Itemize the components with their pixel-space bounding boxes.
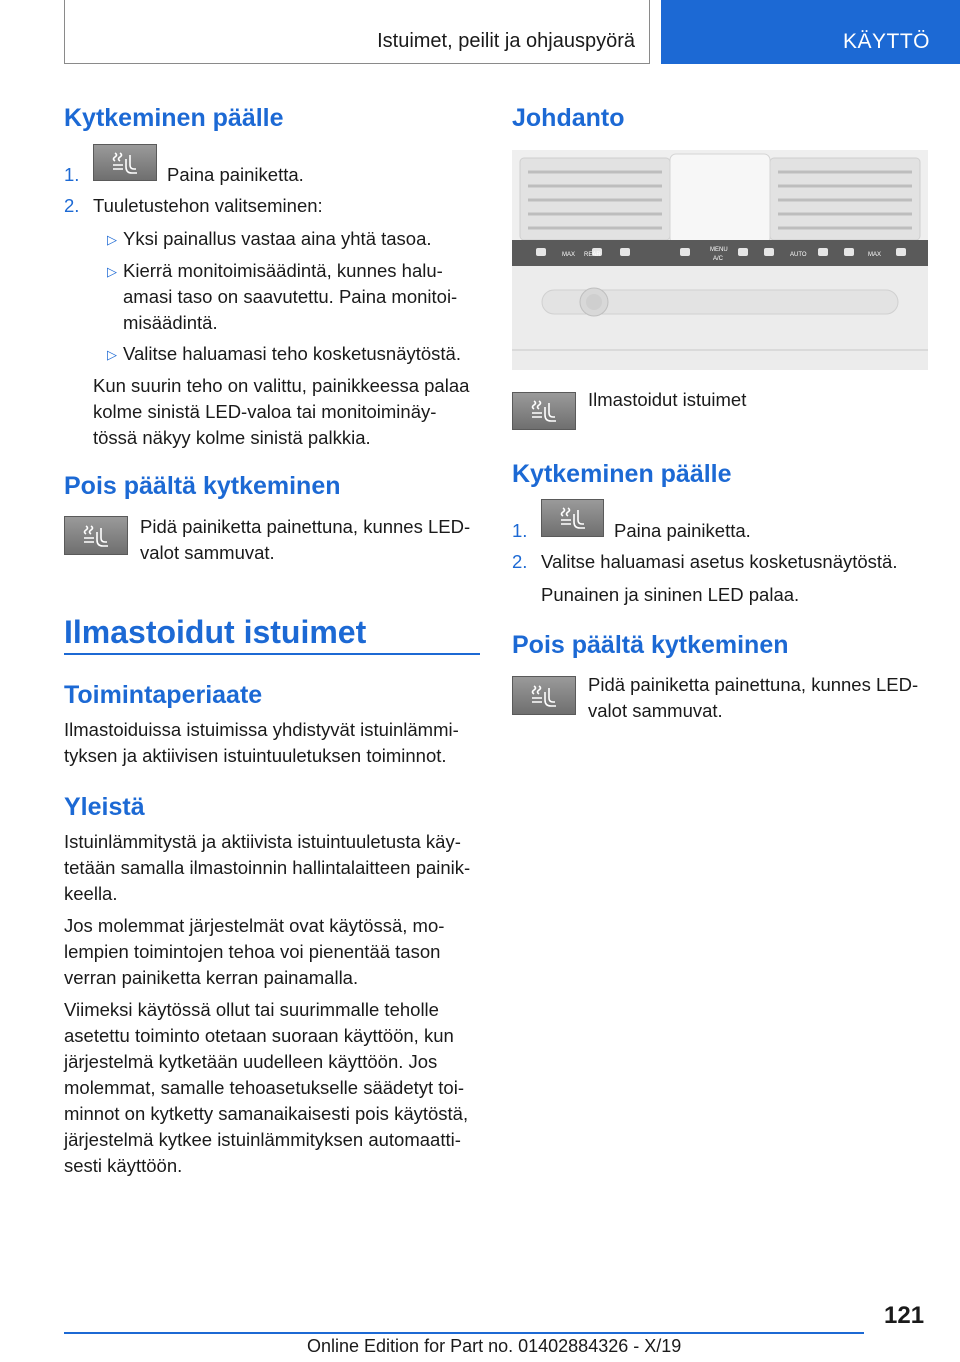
seat-ventilation-icon <box>512 676 576 715</box>
switch-off-line-2: valot sammuvat. <box>588 700 723 721</box>
bullet-3-line-1: Valitse haluamasi teho kosketusnäytöstä. <box>123 343 461 364</box>
general-p1-line-1: Istuinlämmitystä ja aktiivista istuintuuletusta käy‐ <box>64 831 461 852</box>
triangle-right-icon: ▷ <box>107 264 117 279</box>
photo-label: MAX <box>562 252 576 258</box>
general-p3-line-2: asetettu toiminto otetaan suoraan käyttöön, kun <box>64 1025 454 1046</box>
bullet-2-line-3: misäädintä. <box>123 312 218 333</box>
heading-switch-on: Kytkeminen päälle <box>64 104 284 132</box>
footer-edition: Online Edition for Part no. 01402884326 - X/19 <box>307 1336 682 1356</box>
heading-introduction: Johdanto <box>512 104 625 132</box>
general-p2-line-1: Jos molemmat järjestelmät ovat käytössä, mo‐ <box>64 915 445 936</box>
general-p3-line-1: Viimeksi käytössä ollut tai suurimmalle teholle <box>64 999 439 1020</box>
step-1-number: 1. <box>512 520 528 541</box>
page-number: 121 <box>884 1302 925 1329</box>
heading-ventilated-seats: Ilmastoidut istuimet <box>64 614 367 650</box>
switch-off-line-1: Pidä painiketta painettuna, kunnes LED- <box>140 516 471 537</box>
photo-label: MENU <box>710 247 728 253</box>
step-1-text: Paina painiketta. <box>167 164 304 185</box>
seat-ventilation-icon <box>93 144 157 181</box>
step-2-note: Punainen ja sininen LED palaa. <box>541 584 800 605</box>
climate-control-photo <box>512 150 928 370</box>
header-chapter-label: KÄYTTÖ <box>842 30 930 53</box>
triangle-right-icon: ▷ <box>107 347 117 362</box>
step-2-note-line-2: kolme sinistä LED-valoa tai monitoiminäy‐ <box>93 401 437 422</box>
triangle-right-icon: ▷ <box>107 232 117 247</box>
photo-label: REAR <box>584 252 601 258</box>
general-p2-line-3: verran painiketta kerran painamalla. <box>64 967 359 988</box>
general-p3-line-3: järjestelmä kytketään uudelleen käyttöön. Jos <box>64 1051 438 1072</box>
step-2-text: Tuuletustehon valitseminen: <box>93 195 323 216</box>
general-p3-line-6: järjestelmä kytkee istuinlämmityksen automaatti‐ <box>64 1129 461 1150</box>
switch-off-line-1: Pidä painiketta painettuna, kunnes LED- <box>588 674 919 695</box>
general-p3-line-7: sesti käyttöön. <box>64 1155 183 1176</box>
principle-line-2: tyksen ja aktiivisen istuintuuletuksen toiminnot. <box>64 745 447 766</box>
step-2-number: 2. <box>512 551 528 572</box>
general-p3-line-4: molemmat, samalle tehoasetukselle säädetyt toi‐ <box>64 1077 464 1098</box>
step-1-number: 1. <box>64 164 80 185</box>
principle-line-1: Ilmastoiduissa istuimissa yhdistyvät istuinlämmi‐ <box>64 719 459 740</box>
bullet-2-line-2: amasi taso on saavutettu. Paina monitoi‐ <box>123 286 458 307</box>
photo-label: AUTO <box>790 252 807 258</box>
general-p3-line-5: minnot on kytketty samanaikaisesti pois käytöstä, <box>64 1103 469 1124</box>
step-2-text: Valitse haluamasi asetus kosketusnäytöstä. <box>541 551 898 572</box>
header-chapter-tab <box>661 0 960 64</box>
heading-switch-off: Pois päältä kytkeminen <box>64 472 341 500</box>
step-2-note-line-1: Kun suurin teho on valittu, painikkeessa palaa <box>93 375 470 396</box>
heading-switch-on: Kytkeminen päälle <box>512 460 732 488</box>
step-2-number: 2. <box>64 195 80 216</box>
footer-rule <box>64 1332 864 1334</box>
step-2-note-line-3: tössä näkyy kolme sinistä palkkia. <box>93 427 371 448</box>
heading-principle: Toimintaperiaate <box>64 681 263 709</box>
heading-switch-off: Pois päältä kytkeminen <box>512 631 789 659</box>
photo-label: A/C <box>713 256 724 262</box>
photo-caption: Ilmastoidut istuimet <box>588 389 747 410</box>
seat-ventilation-icon <box>512 392 576 430</box>
general-p1-line-2: tetään samalla ilmastoinnin hallintalaitteen painik‐ <box>64 857 471 878</box>
heading-underline <box>64 653 480 655</box>
bullet-2-line-1: Kierrä monitoimisäädintä, kunnes halu‐ <box>123 260 443 281</box>
header-section-box <box>64 0 650 64</box>
seat-ventilation-icon <box>541 499 604 537</box>
header-section-title: Istuimet, peilit ja ohjauspyörä <box>377 30 635 52</box>
step-1-text: Paina painiketta. <box>614 520 751 541</box>
photo-label: MAX <box>868 252 882 258</box>
general-p2-line-2: lempien toimintojen tehoa voi pienentää tason <box>64 941 441 962</box>
seat-ventilation-icon <box>64 516 128 555</box>
general-p1-line-3: keella. <box>64 883 118 904</box>
bullet-1-line-1: Yksi painallus vastaa aina yhtä tasoa. <box>123 228 432 249</box>
switch-off-line-2: valot sammuvat. <box>140 542 275 563</box>
heading-general: Yleistä <box>64 793 145 821</box>
